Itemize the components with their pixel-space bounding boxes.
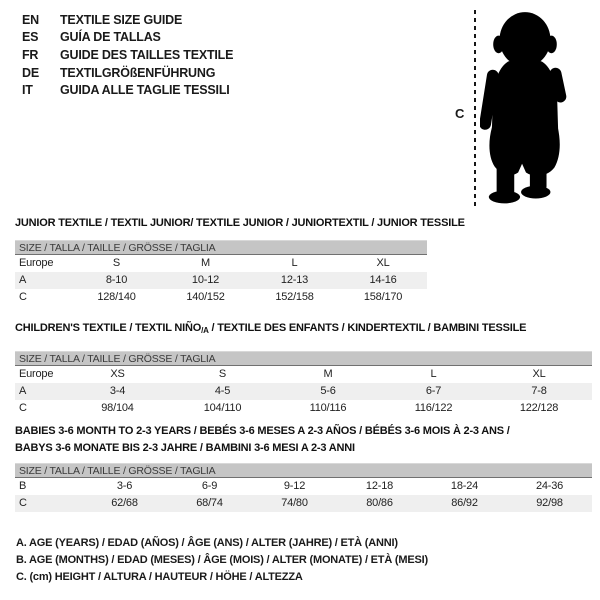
value-cell: 128/140: [97, 291, 136, 303]
value-cell: 152/158: [275, 291, 314, 303]
junior-table-title: JUNIOR TEXTILE / TEXTIL JUNIOR/ TEXTILE JUNIOR / JUNIORTEXTIL / JUNIOR TESSILE: [15, 217, 465, 229]
footnote-legend: [16, 535, 428, 586]
value-cell: 92/98: [507, 495, 592, 512]
value-cell: 98/104: [101, 402, 134, 414]
value-cell: 62/68: [82, 495, 167, 512]
language-code: EN: [22, 12, 39, 27]
size-cell: M: [201, 257, 210, 270]
value-cell: 18-24: [450, 480, 479, 493]
value-cell: 8-10: [72, 272, 161, 289]
guide-title: GUIDE DES TAILLES TEXTILE: [60, 47, 234, 62]
children-table-title-subscript: /A: [201, 326, 209, 335]
value-cell: 80/86: [337, 495, 422, 512]
value-cell: 4-5: [170, 383, 275, 400]
babies-table-title: [15, 423, 593, 456]
table-row-height: [15, 495, 592, 512]
value-cell: 122/128: [519, 402, 559, 414]
language-code: FR: [22, 47, 39, 62]
language-code: IT: [22, 83, 33, 98]
size-cell: S: [112, 257, 121, 270]
height-measure-label: C: [455, 106, 465, 121]
value-cell: 24-36: [535, 480, 564, 493]
value-cell: 3-4: [65, 383, 170, 400]
row-label: C: [19, 402, 27, 414]
children-size-table: [15, 351, 592, 417]
sizes-row: [15, 255, 427, 272]
children-table-title-post: / TEXTILE DES ENFANTS / KINDERTEXTIL / BAMBINI TESSILE: [208, 322, 527, 334]
row-label: C: [15, 495, 82, 512]
value-cell: 68/74: [167, 495, 252, 512]
size-header-bar: [15, 241, 427, 255]
language-row-en: [22, 11, 233, 29]
guide-title: TEXTILGRÖßENFÜHRUNG: [60, 65, 216, 80]
language-code: DE: [22, 65, 39, 80]
value-cell: 14-16: [339, 272, 427, 289]
value-cell: 5-6: [275, 383, 381, 400]
value-cell: 74/80: [252, 495, 337, 512]
table-row-height: [15, 400, 592, 417]
size-cell: XS: [110, 368, 125, 381]
value-cell: 3-6: [116, 480, 133, 493]
size-cell: XL: [532, 368, 546, 381]
size-cell: S: [218, 368, 227, 381]
value-cell: 9-12: [283, 480, 306, 493]
language-row-es: [22, 29, 233, 47]
children-table-title-pre: CHILDREN'S TEXTILE / TEXTIL NIÑO: [15, 322, 202, 334]
height-measure-dashed-line: [474, 10, 476, 207]
size-header-bar: [15, 464, 592, 478]
table-row-height: [15, 289, 427, 306]
language-row-fr: [22, 46, 233, 64]
table-row-age: [15, 272, 427, 289]
row-label: A: [15, 272, 72, 289]
guide-title: GUIDA ALLE TAGLIE TESSILI: [60, 83, 230, 98]
footnote-height-cm: C. (cm) HEIGHT / ALTURA / HAUTEUR / HÖHE / ALTEZZA: [16, 571, 303, 583]
region-label: Europe: [19, 368, 54, 381]
junior-size-table: [15, 240, 427, 306]
language-row-de: [22, 64, 233, 82]
size-header-text: SIZE / TALLA / TAILLE / GRÖSSE / TAGLIA: [15, 464, 592, 478]
guide-title: GUÍA DE TALLAS: [60, 30, 161, 45]
value-cell: 6-7: [381, 383, 486, 400]
value-cell: 104/110: [203, 402, 242, 414]
size-header-text: SIZE / TALLA / TAILLE / GRÖSSE / TAGLIA: [15, 241, 427, 255]
language-title-list: [22, 11, 233, 99]
value-cell: 7-8: [486, 383, 592, 400]
language-row-it: [22, 81, 233, 99]
table-row-age-months: [15, 478, 592, 495]
footnote-age-months: B. AGE (MONTHS) / EDAD (MESES) / ÂGE (MOIS) / ALTER (MONATE) / ETÀ (MESI): [16, 554, 428, 566]
row-label: C: [19, 291, 27, 303]
value-cell: 140/152: [186, 291, 225, 303]
sizes-row: [15, 366, 592, 383]
size-cell: L: [291, 257, 298, 270]
value-cell: 12-18: [365, 480, 394, 493]
size-cell: M: [323, 368, 333, 381]
babies-size-table: [15, 463, 592, 512]
language-code: ES: [22, 30, 39, 45]
guide-title: TEXTILE SIZE GUIDE: [60, 12, 183, 27]
babies-table-title-line1: BABIES 3-6 MONTH TO 2-3 YEARS / BEBÉS 3-6 MESES A 2-3 AÑOS / BÉBÉS 3-6 MOIS À 2-3 ANS /: [15, 425, 510, 437]
children-table-title: [15, 322, 526, 335]
value-cell: 10-12: [161, 272, 250, 289]
table-row-age: [15, 383, 592, 400]
value-cell: 86/92: [422, 495, 507, 512]
size-header-text: SIZE / TALLA / TAILLE / GRÖSSE / TAGLIA: [15, 352, 592, 366]
value-cell: 6-9: [201, 480, 218, 493]
size-cell: L: [430, 368, 437, 381]
value-cell: 116/122: [414, 402, 453, 414]
size-header-bar: [15, 352, 592, 366]
region-label: Europe: [19, 257, 54, 270]
toddler-silhouette-icon: [480, 8, 570, 206]
row-label: B: [19, 480, 27, 493]
value-cell: 158/170: [363, 291, 403, 303]
babies-table-title-line2: BABYS 3-6 MONATE BIS 2-3 JAHRE / BAMBINI 3-6 MESI A 2-3 ANNI: [15, 441, 355, 454]
value-cell: 12-13: [250, 272, 339, 289]
size-cell: XL: [376, 257, 390, 270]
footnote-age-years: A. AGE (YEARS) / EDAD (AÑOS) / ÂGE (ANS) / ALTER (JAHRE) / ETÀ (ANNI): [16, 537, 398, 549]
row-label: A: [15, 383, 65, 400]
value-cell: 110/116: [309, 402, 347, 414]
